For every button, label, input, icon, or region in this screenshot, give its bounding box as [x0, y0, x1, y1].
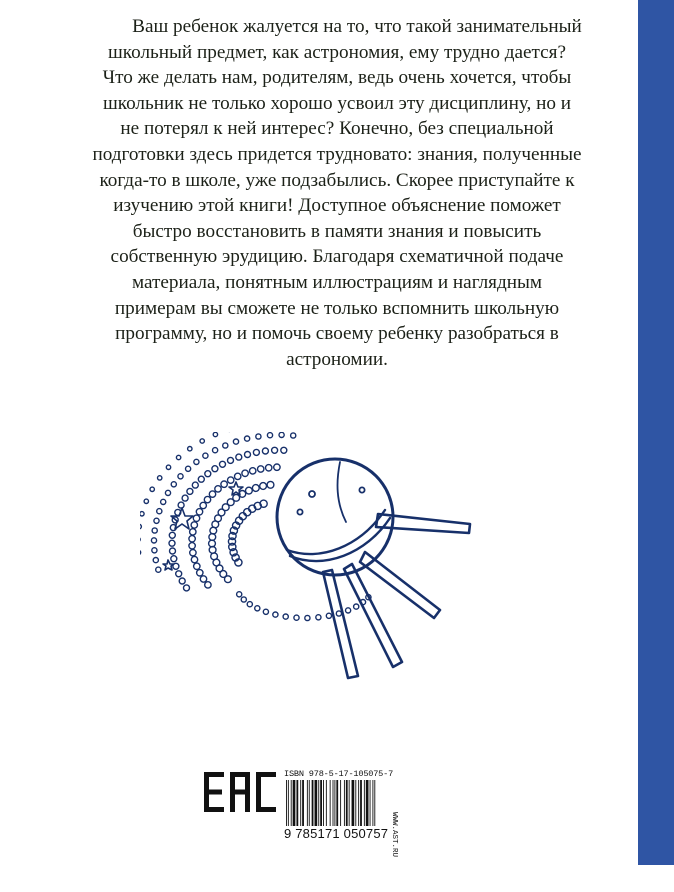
trail-dot — [336, 611, 341, 616]
trail-dot — [189, 536, 195, 542]
trail-dot — [190, 529, 196, 535]
trail-dot — [281, 447, 287, 453]
trail-dot — [186, 466, 191, 471]
trail-dot — [178, 502, 184, 508]
trail-dot — [326, 613, 331, 618]
trail-dot — [154, 518, 159, 523]
isbn-label: ISBN 978-5-17-105075-7 — [284, 769, 404, 779]
trail-dot — [178, 474, 183, 479]
trail-dot — [291, 433, 296, 438]
trail-dot — [245, 436, 250, 441]
trail-dot — [170, 548, 176, 554]
trail-dot — [152, 548, 157, 553]
trail-dot — [354, 604, 359, 609]
trail-dot — [196, 509, 202, 515]
trail-dot — [192, 482, 198, 488]
trail-dot — [194, 563, 200, 569]
eac-mark-icon — [204, 772, 276, 812]
trail-dot — [194, 459, 199, 464]
trail-dot — [184, 585, 190, 591]
trail-dot — [182, 495, 188, 501]
trail-dot — [252, 485, 259, 492]
trail-dot — [191, 556, 197, 562]
trail-dot — [233, 439, 238, 444]
trail-dot — [272, 447, 278, 453]
trail-dot — [176, 455, 180, 459]
trail-dot — [204, 496, 210, 502]
trail-dot — [223, 443, 228, 448]
trail-dot — [203, 453, 208, 458]
trail-dot — [205, 582, 211, 588]
trail-dot — [253, 449, 259, 455]
trail-dot — [189, 543, 195, 549]
trail-dot — [294, 615, 299, 620]
trail-dot — [205, 471, 211, 477]
barcode-digits: 9 785171 050757 — [284, 826, 408, 841]
trail-dot — [150, 487, 154, 491]
trail-dot — [209, 491, 215, 497]
trail-dot — [193, 515, 199, 521]
trail-dot — [198, 476, 204, 482]
trail-dot — [213, 432, 217, 436]
trail-dot — [237, 592, 242, 597]
trail-dot — [241, 597, 246, 602]
cover-blurb — [92, 14, 582, 372]
trail-dot — [263, 609, 268, 614]
trail-dot — [140, 512, 144, 516]
trail-dot — [200, 502, 206, 508]
trail-dot — [279, 432, 284, 437]
trail-dot — [266, 465, 272, 471]
trail-dot — [235, 473, 241, 479]
trail-dot — [221, 481, 227, 487]
trail-dot — [161, 499, 166, 504]
trail-dot — [197, 570, 203, 576]
trail-dot — [200, 439, 204, 443]
trail-dot — [171, 482, 176, 487]
trail-dot — [245, 452, 251, 458]
trail-dot — [153, 558, 158, 563]
trail-dot — [144, 499, 148, 503]
publisher-website: WWW.AST.RU — [388, 812, 398, 892]
trail-dot — [179, 578, 185, 584]
trail-dot — [190, 550, 196, 556]
trail-dot — [305, 615, 310, 620]
trail-dot — [346, 608, 351, 613]
star-icon — [163, 482, 243, 570]
trail-dot — [283, 614, 288, 619]
trail-dot — [188, 447, 192, 451]
trail-dot — [260, 483, 267, 490]
trail-dot — [212, 466, 218, 472]
blurb-paragraph: Ваш ребенок жалуется на то, что такой занимательный школьный предмет, как астрономия, ему трудно дается? Что же делать нам, родителям, ведь очень хочется, чтобы школьник не только хорошо усвоил эту дисциплину, но и не потерял к ней интерес? Конечно, без специальной подготовки здесь придется трудновато: знания, полученные когда-то в школе, уже подзабылись. Скорее приступайте к изучению этой книги! Доступное объяснение поможет быстро восстановить в памяти знания и повысить собственную эрудицию. Благодаря схематичной подаче материала, понятным иллюстрациям и наглядным примерам вы сможете не только вспомнить школьную программу, но и помочь своему ребенку разобраться в астрономии. — [92, 14, 582, 372]
trail-dot — [157, 509, 162, 514]
trail-dot — [140, 550, 141, 554]
satellite-icon — [140, 432, 480, 684]
trail-dot — [158, 476, 162, 480]
trail-dot — [262, 448, 268, 454]
trail-dot — [274, 464, 280, 470]
trail-dot — [228, 477, 234, 483]
trail-dot — [215, 486, 221, 492]
trail-dot — [169, 540, 175, 546]
trail-dot — [166, 465, 170, 469]
trail-dot — [213, 448, 218, 453]
trail-dot — [316, 615, 321, 620]
trail-dot — [176, 571, 182, 577]
trail-dot — [200, 576, 206, 582]
trail-dot — [255, 606, 260, 611]
trail-dot — [242, 470, 248, 476]
trail-dot — [156, 567, 161, 572]
trail-dot — [211, 553, 218, 560]
trail-dot — [273, 612, 278, 617]
trail-dot — [220, 461, 226, 467]
trail-dot — [228, 457, 234, 463]
trail-dot — [169, 532, 175, 538]
trail-dot — [236, 454, 242, 460]
barcode-icon — [284, 780, 404, 826]
trail-dot — [191, 522, 197, 528]
trail-dot — [258, 466, 264, 472]
trail-dot — [246, 487, 253, 494]
trail-dot — [247, 602, 252, 607]
trail-dot — [187, 488, 193, 494]
trail-dot — [209, 534, 216, 541]
trail-dot — [151, 538, 156, 543]
trail-dot — [152, 528, 157, 533]
blue-spine-band — [638, 0, 674, 865]
isbn-block — [284, 769, 404, 841]
trail-dot — [267, 433, 272, 438]
satellite-body — [277, 459, 470, 678]
trail-dot — [171, 556, 177, 562]
trail-dot — [165, 490, 170, 495]
trail-dot — [256, 434, 261, 439]
trail-dot — [250, 468, 256, 474]
trail-dot — [267, 481, 274, 488]
trail-dot — [140, 524, 141, 528]
